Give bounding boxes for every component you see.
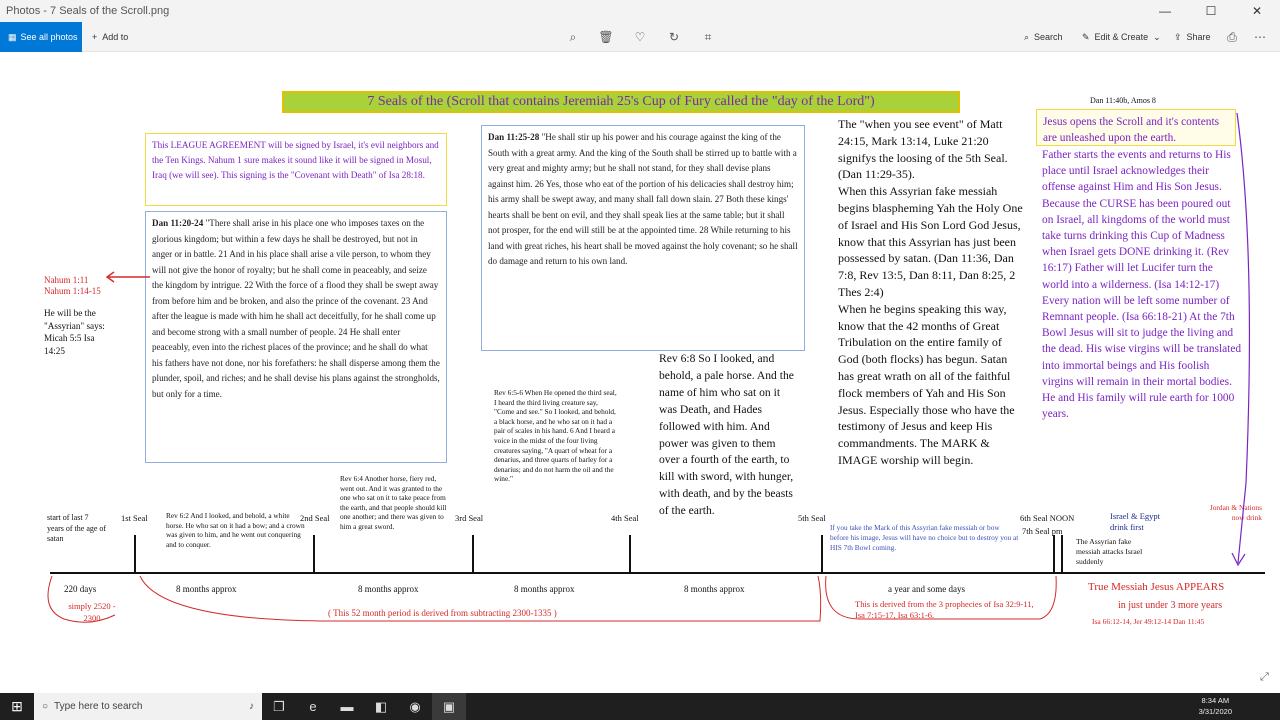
rev-6-5-text: Rev 6:5-6 When He opened the third seal, I heard the third living creature say, "Come and see." So I looked, and behold, a black horse, and he who sat on it had a pair of scales in his hand. 6 And I heard a voice in the midst of the four living creatures saying, "A quart of wheat for a denarius, and three quarts of barley for a denarius; and do not harm the oil and the wine." bbox=[494, 388, 617, 484]
store-icon[interactable]: ◧ bbox=[374, 698, 388, 714]
derived-note: This is derived from the 3 prophecies of Isa 32:9-11, Isa 7:15-17, Isa 63:1-6. bbox=[855, 599, 1034, 620]
share-label: Share bbox=[1186, 32, 1211, 42]
rev-6-4-text: Rev 6:4 Another horse, fiery red, went out. And it was granted to the one who sat on it to take peace from the earth, and that people should kill one another; and there was given to him a great sword. bbox=[340, 474, 447, 531]
nahum-ref-2: Nahum 1:14-15 bbox=[44, 286, 101, 296]
seal-label-4: 4th Seal bbox=[611, 513, 639, 523]
dan-mid-head: Dan 11:25-28 bbox=[488, 132, 540, 142]
zoom-icon[interactable]: ⌕ bbox=[569, 30, 577, 44]
share-button[interactable] bbox=[1174, 22, 1211, 52]
window-title: Photos - 7 Seals of the Scroll.png bbox=[6, 5, 170, 17]
approx-3: 8 months approx bbox=[358, 584, 419, 594]
jesus-opens-scroll-box: Jesus opens the Scroll and it's contents are unleashed upon the earth. bbox=[1036, 109, 1236, 146]
search-icon: ⌕ bbox=[1024, 31, 1030, 42]
clock-date: 3/31/2020 bbox=[1198, 707, 1232, 716]
approx-5: 8 months approx bbox=[684, 584, 745, 594]
when-you-see-text: The "when you see event" of Matt 24:15, Mark 13:14, Luke 21:20 signifys the loosing of the 5th Seal. (Dan 11:29-35). bbox=[838, 117, 1008, 182]
clock[interactable] bbox=[1199, 695, 1232, 717]
close-button[interactable]: ✕ bbox=[1251, 4, 1263, 18]
jordan-nations-note: Jordan & Nations now drink bbox=[1209, 503, 1262, 522]
assyrian-attacks-note: The Assyrian fake messiah attacks Israel suddenly bbox=[1076, 537, 1143, 566]
start-button[interactable]: ⊞ bbox=[11, 698, 23, 714]
clock-time: 8:34 AM bbox=[1201, 696, 1230, 705]
dan-left-text: "There shall arise in his place one who imposes taxes on the glorious kingdom; but within a few days he shall be destroyed, but not in anger or in battle. 21 And in his place shall arise a vile person, to whom they will not give the honor of royalty; but he shall come in peaceably, and seize the kingdom by intrigue. 22 With the force of a flood they shall be swept away from before him and be broken, and also the prince of the covenant. 23 And after the league is made with him he shall act deceitfully, for he shall come up and become strong with a small number of people. 24 He shall enter peaceably, even into the richest places of the province; and he shall do what his fathers have not done, nor his forefathers: he shall disperse among them the plunder, spoil, and riches; and he shall devise his plans against the strongholds, but only for a time. bbox=[152, 218, 440, 399]
taskbar bbox=[0, 693, 1280, 720]
rev-6-8-text: Rev 6:8 So I looked, and behold, a pale horse. And the name of him who sat on it was Death, and Hades followed with him. And power was given to them over a fourth of the earth, to kill with sword, with hunger, with death, and by the beasts of the earth. bbox=[659, 352, 794, 518]
microphone-icon: ♪ bbox=[249, 701, 254, 712]
see-all-label: See all photos bbox=[20, 32, 78, 42]
father-starts-events-text: Father starts the events and returns to His place until Israel acknowledges their offense against Him and His Son Jesus. Because the CURSE has been poured out on Israel, all kingdoms of the world must take turns drinking this Cup of Madness when Israel gets DONE drinking it. (Rev 16:17) Father will let Lucifer turn the world into a wilderness. (Isa 14:12-17) Every nation will be left some number of Remnant people. (Isa 66:18-21) At the 7th Bowl Jesus will sit to judge the living and the dead. His wise virgins will be translated into immortal beings and His foolish virgins will remain in their mortal bodies. He and His family will rule earth for 1000 years. bbox=[1042, 149, 1242, 421]
messiah-appears-note: True Messiah Jesus APPEARS bbox=[1088, 581, 1225, 593]
chart-title-banner: 7 Seals of the (Scroll that contains Jeremiah 25's Cup of Fury called the "day of the Lord") bbox=[282, 91, 960, 113]
messiah-refs: Isa 66:12-14, Jer 49:12-14 Dan 11:45 bbox=[1092, 617, 1205, 626]
bracket-curves bbox=[0, 53, 1280, 693]
league-agreement-box: This LEAGUE AGREEMENT will be signed by Israel, it's evil neighbors and the Ten Kings. Nahum 1 sure makes it sound like it will be signed in Mosul, Iraq (we will see). This signing is the "Covenant with Death" of Isa 28:18. bbox=[145, 133, 447, 206]
expand-icon[interactable]: ⤢ bbox=[1260, 671, 1269, 683]
start-last-seven-years: start of last 7 years of the age of satan bbox=[47, 513, 107, 543]
delete-icon[interactable]: 🗑 bbox=[598, 30, 614, 44]
approx-2: 8 months approx bbox=[176, 584, 237, 594]
assyrian-note: He will be the "Assyrian" says: Micah 5:5 Isa 14:25 bbox=[44, 308, 105, 356]
seal-label-2: 2nd Seal bbox=[300, 513, 330, 523]
approx-4: 8 months approx bbox=[514, 584, 575, 594]
approx-6: a year and some days bbox=[888, 584, 965, 594]
add-to-label: Add to bbox=[102, 32, 129, 42]
dan-left-head: Dan 11:20-24 bbox=[152, 218, 204, 228]
photos-app-icon[interactable]: ▣ bbox=[432, 693, 466, 720]
chart-image bbox=[0, 53, 1280, 693]
search-icon: ○ bbox=[42, 701, 49, 712]
favorite-icon[interactable]: ♡ bbox=[634, 30, 646, 44]
assyrian-blasphemy-text: When this Assyrian fake messiah begins blaspheming Yah the Holy One of Israel and His Son Lord God Jesus, know that this Assyrian has just been possessed by satan. (Dan 11:36, Dan 7:8, Rev 13:5, Dan 8:11, Dan 8:25, 2 Thes 2:4) bbox=[838, 184, 1023, 299]
nahum-ref-1: Nahum 1:11 bbox=[44, 275, 89, 285]
messiah-years-note: in just under 3 more years bbox=[1118, 600, 1223, 611]
dan-mid-text: "He shall stir up his power and his courage against the king of the South with a great army. And the king of the South shall be stirred up to battle with a very great and mighty army; but he shall not stand, for they shall devise plans against him. 26 Yes, those who eat of the portion of his delicacies shall destroy him; his army shall be swept away, and many shall fall down slain. 27 Both these kings' hearts shall be bent on evil, and they shall speak lies at the same table; but it shall not prosper, for the end will still be at the appointed time. 28 While returning to his land with great riches, his heart shall be moved against the holy covenant; so he shall do damage and return to his own land. bbox=[488, 132, 798, 266]
period-derivation-note: ( This 52 month period is derived from subtracting 2300-1335 ) bbox=[328, 608, 557, 618]
photos-icon: ▦ bbox=[8, 31, 17, 42]
great-tribulation-text: When he begins speaking this way, know that the 42 months of Great Tribulation on the entire family of God (both flocks) has begun. Satan has great wrath on all of the faithful flock members of Yah and His Son Jesus. Especially those who have the testimony of Jesus and keep His commandments. The MARK & IMAGE worship will begin. bbox=[838, 301, 1015, 467]
share-icon: ⇪ bbox=[1174, 31, 1182, 42]
approx-1: 220 days bbox=[64, 584, 97, 594]
more-icon[interactable]: ⋯ bbox=[1254, 30, 1266, 44]
rotate-icon[interactable]: ↻ bbox=[668, 30, 680, 44]
edit-create-button[interactable] bbox=[1082, 22, 1161, 52]
taskbar-search-placeholder: Type here to search bbox=[54, 701, 143, 712]
seal-label-3: 3rd Seal bbox=[455, 513, 484, 523]
taskbar-search-input[interactable] bbox=[34, 693, 262, 720]
search-label: Search bbox=[1034, 32, 1063, 42]
chrome-icon[interactable]: ◉ bbox=[409, 698, 421, 714]
crop-icon[interactable]: ⌗ bbox=[704, 30, 712, 44]
task-view-icon[interactable]: ❐ bbox=[273, 698, 285, 714]
mark-warning-note: If you take the Mark of this Assyrian fake messiah or bow before his image, Jesus will have no choice but to destroy you at HIS 7th Bowl coming. bbox=[830, 523, 1019, 552]
add-to-button[interactable] bbox=[88, 22, 132, 52]
maximize-button[interactable]: ☐ bbox=[1205, 4, 1217, 18]
seal-label-5: 5th Seal bbox=[798, 513, 826, 523]
see-all-photos-button[interactable] bbox=[0, 22, 82, 52]
seal-label-6: 6th Seal NOON bbox=[1020, 513, 1075, 523]
minimize-button[interactable]: — bbox=[1159, 4, 1171, 18]
seal-label-7: 7th Seal pm bbox=[1022, 526, 1063, 536]
file-explorer-icon[interactable]: ▬ bbox=[340, 699, 354, 714]
edit-create-label: Edit & Create bbox=[1094, 32, 1149, 42]
chevron-down-icon: ⌄ bbox=[1153, 31, 1161, 42]
photo-toolbar bbox=[0, 22, 1280, 52]
seal-label-1: 1st Seal bbox=[121, 513, 148, 523]
rev-6-2-text: Rev 6:2 And I looked, and behold, a white horse. He who sat on it had a bow; and a crown was given to him, and he went out conquering and to conquer. bbox=[166, 511, 305, 549]
search-button[interactable] bbox=[1024, 22, 1063, 52]
dan-ref: Dan 11:40b, Amos 8 bbox=[1090, 96, 1156, 105]
israel-egypt-note: Israel & Egypt drink first bbox=[1110, 511, 1161, 532]
edit-icon: ✎ bbox=[1082, 31, 1090, 42]
title-bar bbox=[0, 0, 1280, 22]
edge-icon[interactable]: e bbox=[309, 699, 317, 714]
plus-icon: + bbox=[92, 32, 98, 42]
simply-note: simply 2520 - 2300 bbox=[68, 601, 116, 623]
print-icon[interactable]: ⎙ bbox=[1227, 30, 1237, 44]
